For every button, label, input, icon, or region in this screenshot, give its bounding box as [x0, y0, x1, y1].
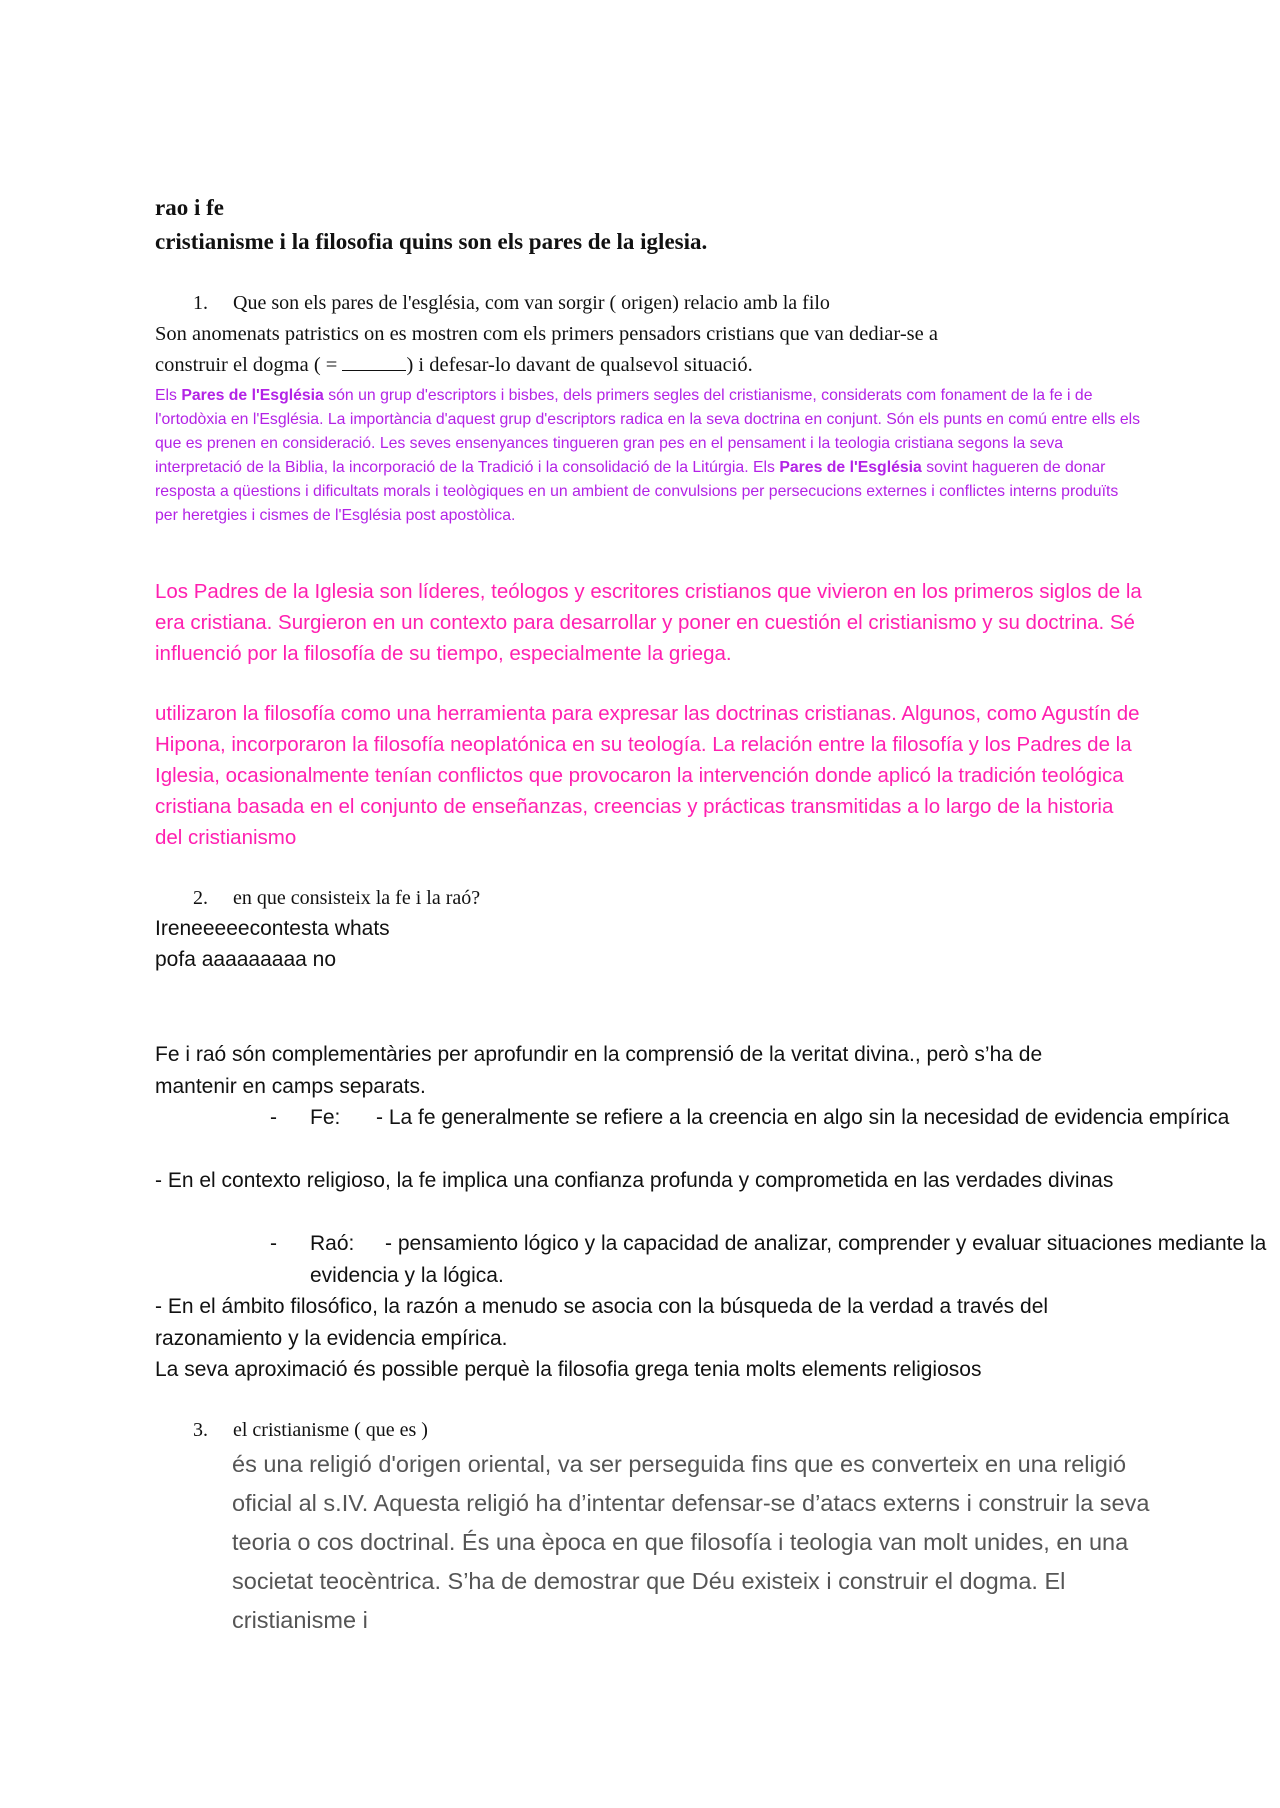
faith-label: Fe: [310, 1106, 341, 1129]
purple-text-1: Els [155, 387, 182, 404]
question-1-number: 1. [193, 292, 208, 314]
question-3 [155, 1416, 1155, 1444]
question-3-number: 3. [193, 1419, 208, 1441]
faith-list-item [155, 1102, 1230, 1166]
reason-philosophical-context: - En el ámbito filosófico, la razón a menudo se asocia con la búsqueda de la verdad a través del razonamiento y la evidencia empírica. [155, 1295, 1049, 1350]
reason-list-item [155, 1228, 1267, 1292]
reason-label: Raó: [310, 1232, 355, 1255]
faith-reason-intro: Fe i raó són complementàries per aprofundir en la comprensió de la veritat divina., però s’ha de mantenir en camps separats. [155, 1043, 1043, 1098]
faith-bullet: - [270, 1106, 277, 1129]
question-1-text: Que son els pares de l'església, com van sorgir ( origen) relacio amb la filo [233, 292, 830, 314]
document-title [155, 191, 1155, 259]
purple-bold-1: Pares de l'Església [181, 387, 324, 404]
faith-religious-context: - En el contexto religioso, la fe implica una confianza profunda y comprometida en las verdades divinas [155, 1169, 1114, 1192]
note-line-1: Ireneeeeecontesta whats [155, 917, 390, 940]
purple-text-3: sovint hagueren de donar resposta a qüestions i dificultats morals i teològiques en un ambient de convulsions per persecucions externes i conflictes interns produïts per heretgies i cismes de l'Església post apostòlica. [155, 459, 1119, 524]
answer-1-line-1: Son anomenats patristics on es mostren com els primers pensadors cristians que van dediar-se a [155, 323, 938, 345]
answer-1-spanish-paragraph-1: Los Padres de la Iglesia son líderes, teólogos y escritores cristianos que vivieron en los primeros siglos de la era cristiana. Surgieron en un contexto para desarrollar y poner en cuestión el cristianismo y su doctrina. Sé influenció por la filosofía de su tiempo, especialmente la griega. [155, 580, 1142, 665]
faith-definition: - La fe generalmente se refiere a la creencia en algo sin la necesidad de evidencia empírica [376, 1106, 1230, 1129]
answer-3-christianity: és una religió d'origen oriental, va ser perseguida fins que es converteix en una religió oficial al s.IV. Aquesta religió ha d’intentar defensar-se d’atacs externs i construir la seva teoria o cos doctrinal. És una època en que filosofía i teologia van molt unides, en una societat teocèntrica. S’ha de demostrar que Déu existeix i construir el dogma. El cristianisme i [232, 1451, 1150, 1633]
question-1 [155, 289, 1155, 317]
answer-1-spanish-paragraph-2: utilizaron la filosofía como una herramienta para expresar las doctrinas cristianas. Algunos, como Agustín de Hipona, incorporaron la filosofía neoplatónica en su teología. La relación entre la filosofía y los Padres de la Iglesia, ocasionalmente tenían conflictos que provocaron la intervención donde aplicó la tradición teológica cristiana basada en el conjunto de enseñanzas, creencias y prácticas transmitidas a lo largo de la historia del cristianismo [155, 702, 1140, 849]
question-2-text: en que consisteix la fe i la raó? [233, 887, 481, 909]
note-line-2: pofa aaaaaaaaa no [155, 948, 337, 971]
title-line-1: rao i fe [155, 195, 224, 220]
reason-bullet: - [270, 1232, 277, 1255]
faith-reason-closing: La seva aproximació és possible perquè la filosofia grega tenia molts elements religiosos [155, 1358, 982, 1381]
reason-definition: - pensamiento lógico y la capacidad de analizar, comprender y evaluar situaciones mediante la evidencia y la lógica. [310, 1232, 1267, 1287]
question-2 [155, 884, 1155, 912]
answer-1-line-2-start: construir el dogma ( = [155, 354, 343, 376]
answer-1-line-2 [155, 350, 1155, 381]
answer-1-catalan-paragraph [155, 384, 1140, 528]
fill-in-blank [342, 352, 406, 371]
question-3-text: el cristianisme ( que es ) [233, 1419, 428, 1441]
purple-text-2: són un grup d'escriptors i bisbes, dels primers segles del cristianisme, considerats com fonament de la fe i de l'ortodòxia en l'Església. La importància d'aquest grup d'escriptors radica en la seva doctrina en conjunt. Són els punts en comú entre ells els que es prenen en consideració. Les seves ensenyances tingueren gran pes en el pensament i la teologia cristiana segons la seva interpretació de la Biblia, la incorporació de la Tradició i la consolidació de la Litúrgia. Els [155, 387, 1141, 476]
question-2-number: 2. [193, 887, 208, 909]
answer-1-line-2-end: ) i defesar-lo davant de qualsevol situació. [406, 354, 753, 376]
title-line-2: cristianisme i la filosofia quins son els pares de la iglesia. [155, 229, 708, 254]
purple-bold-2: Pares de l'Església [779, 459, 922, 476]
answer-1-patristics [155, 319, 1155, 381]
